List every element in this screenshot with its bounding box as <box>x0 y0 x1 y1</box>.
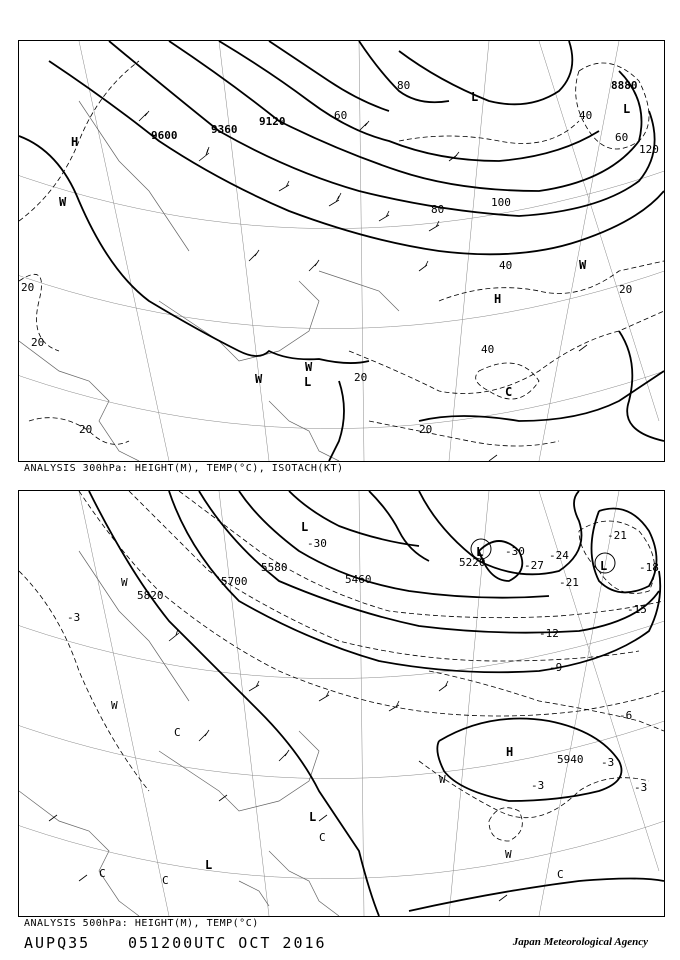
height-label-5820: 5820 <box>137 589 164 602</box>
center-high: H <box>506 745 514 759</box>
center-cold-e: C <box>557 868 564 881</box>
isotach-label-40-c: 40 <box>579 109 593 122</box>
center-high-b: H <box>494 292 502 306</box>
temp-label-minus9: -9 <box>549 661 563 674</box>
lower-height-contours <box>89 491 664 916</box>
temp-label-minus21-a: -21 <box>607 529 627 542</box>
chart-identifier: AUPQ35 <box>24 934 91 952</box>
center-cold-d: C <box>319 831 326 844</box>
height-label-5580: 5580 <box>261 561 288 574</box>
center-low-e: L <box>301 520 309 534</box>
center-warm-d: W <box>579 258 587 272</box>
center-warm-a: W <box>255 372 263 386</box>
height-label-5700: 5700 <box>221 575 248 588</box>
center-low-c: L <box>205 858 213 872</box>
lower-chart-500hpa <box>18 490 665 917</box>
height-label-5220: 5220 <box>459 556 486 569</box>
height-label-5460: 5460 <box>345 573 372 586</box>
center-warm-a: W <box>121 576 128 589</box>
isotach-label-20-b: 20 <box>31 336 45 349</box>
upper-graticule <box>19 41 664 461</box>
temp-label-minus3-d: -3 <box>67 611 81 624</box>
upper-chart-caption: ANALYSIS 300hPa: HEIGHT(M), TEMP(°C), ISOTACH(KT) <box>24 463 344 474</box>
isotach-label-60-b: 60 <box>334 109 348 122</box>
temp-label-minus27: -27 <box>524 559 544 572</box>
isotach-label-20-f: 20 <box>419 423 433 436</box>
height-label-9120: 9120 <box>259 115 286 128</box>
center-low-c: L <box>304 375 312 389</box>
isotach-label-60-a: 60 <box>615 131 629 144</box>
center-low-b: L <box>600 559 608 573</box>
upper-chart-300hpa <box>18 40 665 462</box>
center-cold-a: C <box>174 726 181 739</box>
temp-label-minus12: -12 <box>539 627 559 640</box>
temp-label-minus24: -24 <box>549 549 569 562</box>
center-cold-b: C <box>99 867 106 880</box>
isotach-label-20-a: 20 <box>21 281 35 294</box>
temp-label-minus30-a: -30 <box>307 537 327 550</box>
isotach-label-40-a: 40 <box>499 259 513 272</box>
temp-label-minus3-a: -3 <box>601 756 615 769</box>
isotach-label-20-d: 20 <box>354 371 368 384</box>
temp-label-minus6: -6 <box>619 709 633 722</box>
height-label-9360: 9360 <box>211 123 238 136</box>
temp-label-minus3-b: -3 <box>531 779 545 792</box>
temp-label-minus21-b: -21 <box>559 576 579 589</box>
upper-coastlines <box>19 101 399 461</box>
isotach-label-20-e: 20 <box>619 283 633 296</box>
isotach-label-40-b: 40 <box>481 343 495 356</box>
center-low-d: L <box>309 810 317 824</box>
isotach-label-80-a: 80 <box>431 203 445 216</box>
upper-height-contours <box>19 41 664 461</box>
center-warm-c: W <box>439 773 446 786</box>
center-high-a: H <box>71 135 79 149</box>
center-warm-d: W <box>505 848 512 861</box>
valid-time: 051200UTC OCT 2016 <box>128 934 327 952</box>
isotach-label-120: 120 <box>639 143 659 156</box>
height-label-8880: 8880 <box>611 79 638 92</box>
isotach-label-20-c: 20 <box>79 423 93 436</box>
temp-label-minus15: -15 <box>627 603 647 616</box>
upper-map-canvas <box>19 41 664 461</box>
lower-chart-caption: ANALYSIS 500hPa: HEIGHT(M), TEMP(°C) <box>24 918 259 929</box>
center-warm-c: W <box>59 195 67 209</box>
lower-map-canvas <box>19 491 664 916</box>
agency-name: Japan Meteorological Agency <box>512 936 648 948</box>
isotach-label-80-b: 80 <box>397 79 411 92</box>
center-low-a: L <box>476 545 484 559</box>
center-cold-a: C <box>505 385 513 399</box>
temp-label-minus18: -18 <box>639 561 659 574</box>
isotach-label-100: 100 <box>491 196 511 209</box>
center-low-b: L <box>623 102 631 116</box>
center-warm-b: W <box>305 360 313 374</box>
center-warm-b: W <box>111 699 118 712</box>
center-cold-c: C <box>162 874 169 887</box>
temp-label-minus3-c: -3 <box>634 781 648 794</box>
center-low-a: L <box>471 90 479 104</box>
height-label-5940: 5940 <box>557 753 584 766</box>
height-label-9600: 9600 <box>151 129 178 142</box>
temp-label-minus30-b: -30 <box>505 545 525 558</box>
